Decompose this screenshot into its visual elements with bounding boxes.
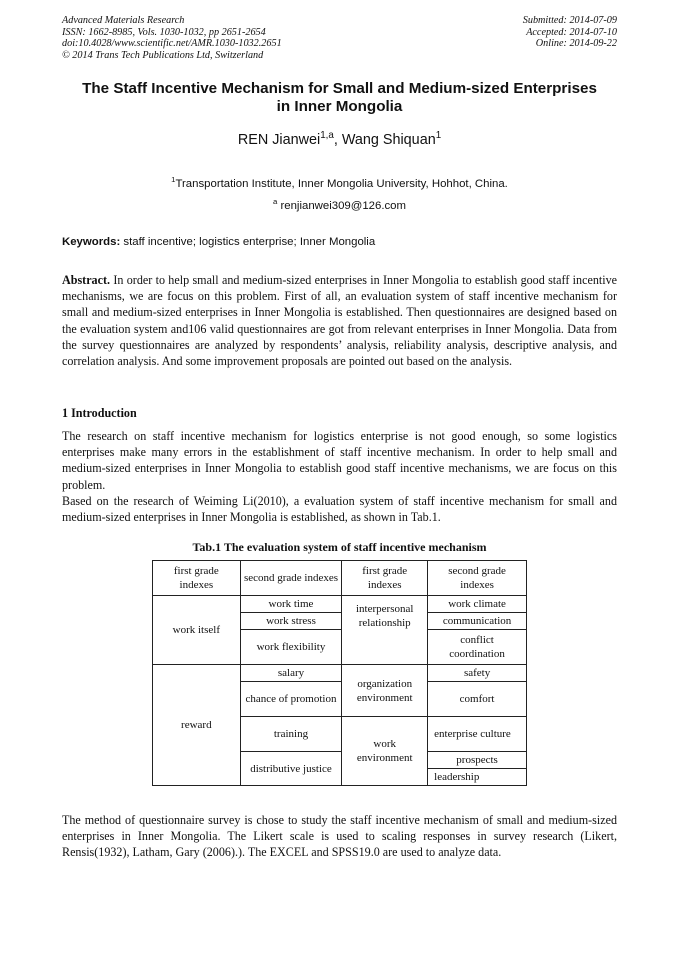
table-header-cell: second grade indexes (428, 561, 527, 596)
table-header-cell: first grade indexes (342, 561, 428, 596)
second-grade-index: work flexibility (240, 630, 342, 665)
title-line-2: in Inner Mongolia (276, 98, 403, 115)
journal-copyright: © 2014 Trans Tech Publications Ltd, Switzerland (62, 49, 264, 61)
intro-paragraph-2: Based on the research of Weiming Li(2010), a evaluation system of staff incentive mechanism for small and medium-sized enterprises in Inner Mongolia is established, as shown in Tab.1. (62, 494, 617, 525)
email-mark: a (272, 197, 278, 207)
second-grade-index: work stress (240, 613, 342, 630)
paper-title (62, 80, 617, 116)
journal-issn: ISSN: 1662-8985, Vols. 1030-1032, pp 2651-2654 (62, 26, 266, 38)
submission-dates (523, 15, 617, 50)
table-header-row (153, 561, 527, 596)
second-grade-index: leadership (428, 769, 527, 786)
author-affiliation-mark: 1,a (320, 130, 334, 142)
author-list (62, 132, 617, 148)
affiliation-mark: 1 (171, 175, 176, 185)
abstract-text: In order to help small and medium-sized enterprises in Inner Mongolia to establish good staff incentive mechanisms, we are focus on this problem. First of all, an evaluation system of staff incentive mechanism for small and medium-sized enterprises in Inner Mongolia is established. Then questionnaires are designed based on the evaluation system and106 valid questionnaires are got from relevant enterprises in Inner Mongolia. Data from the survey questionnaires are analyzed by respondents’ analysis, reliability analysis, descriptive analysis, and correlation analysis. And some improvement proposals are pointed out based on the analysis. (62, 273, 617, 369)
evaluation-table (152, 560, 527, 786)
keywords-label: Keywords: (62, 236, 121, 248)
table-row (153, 665, 527, 682)
table-header-cell: second grade indexes (240, 561, 342, 596)
title-line-1: The Staff Incentive Mechanism for Small and Medium-sized Enterprises (82, 80, 597, 97)
second-grade-index: communication (428, 613, 527, 630)
second-grade-index: distributive justice (240, 752, 342, 786)
keywords-text: staff incentive; logistics enterprise; Inner Mongolia (120, 236, 376, 248)
submitted-date: Submitted: 2014-07-09 (522, 15, 617, 26)
second-grade-index: salary (240, 665, 342, 682)
section-heading: 1 Introduction (62, 406, 137, 420)
second-grade-index: chance of promotion (240, 682, 342, 717)
abstract-label: Abstract. (62, 273, 111, 287)
second-grade-index: safety (428, 665, 527, 682)
table-caption: Tab.1 The evaluation system of staff incentive mechanism (192, 540, 487, 554)
second-grade-index: prospects (428, 752, 527, 769)
affiliation (62, 175, 617, 190)
second-grade-index: work time (240, 596, 342, 613)
intro-paragraph-1: The research on staff incentive mechanism for logistics enterprise is not good enough, so some logistics enterprises make many errors in the establishment of staff incentive mechanism. In order to help small and medium-sized enterprises in Inner Mongolia to establish good staff incentive mechanisms, we are focus on this problem. (62, 429, 617, 492)
first-grade-index: reward (153, 665, 241, 786)
second-grade-index: comfort (428, 682, 527, 717)
table-row (153, 596, 527, 613)
journal-name: Advanced Materials Research (62, 15, 185, 26)
affiliation-text: Transportation Institute, Inner Mongolia University, Hohhot, China. (175, 178, 508, 190)
journal-doi: doi:10.4028/www.scientific.net/AMR.1030-1032.2651 (62, 38, 282, 49)
accepted-date: Accepted: 2014-07-10 (526, 26, 617, 38)
first-grade-index: work itself (153, 596, 241, 665)
first-grade-index: work environment (342, 717, 428, 786)
second-grade-index: training (240, 717, 342, 752)
author-email (62, 197, 617, 212)
author-affiliation-mark: 1 (435, 130, 442, 142)
keywords (62, 236, 617, 248)
author-name: Wang Shiquan (341, 132, 436, 148)
first-grade-index: organization environment (342, 665, 428, 717)
author-name: REN Jianwei (237, 132, 321, 148)
table-header-cell: first grade indexes (153, 561, 241, 596)
email-text[interactable]: renjianwei309@126.com (280, 200, 407, 212)
online-date: Online: 2014-09-22 (535, 38, 617, 49)
author-separator: , (333, 132, 342, 148)
first-grade-index: interpersonal relationship (342, 596, 428, 665)
second-grade-index: work climate (428, 596, 527, 613)
second-grade-index: conflict coordination (428, 630, 527, 665)
journal-info (62, 15, 282, 61)
abstract (62, 272, 617, 369)
second-grade-index: enterprise culture (428, 717, 527, 752)
closing-paragraph: The method of questionnaire survey is chose to study the staff incentive mechanism of small and medium-sized enterprises in Inner Mongolia. The Likert scale is used to scaling responses in survey research (Likert, Rensis(1932), Latham, Gary (2006).). The EXCEL and SPSS19.0 are used to analyze data. (62, 813, 617, 860)
